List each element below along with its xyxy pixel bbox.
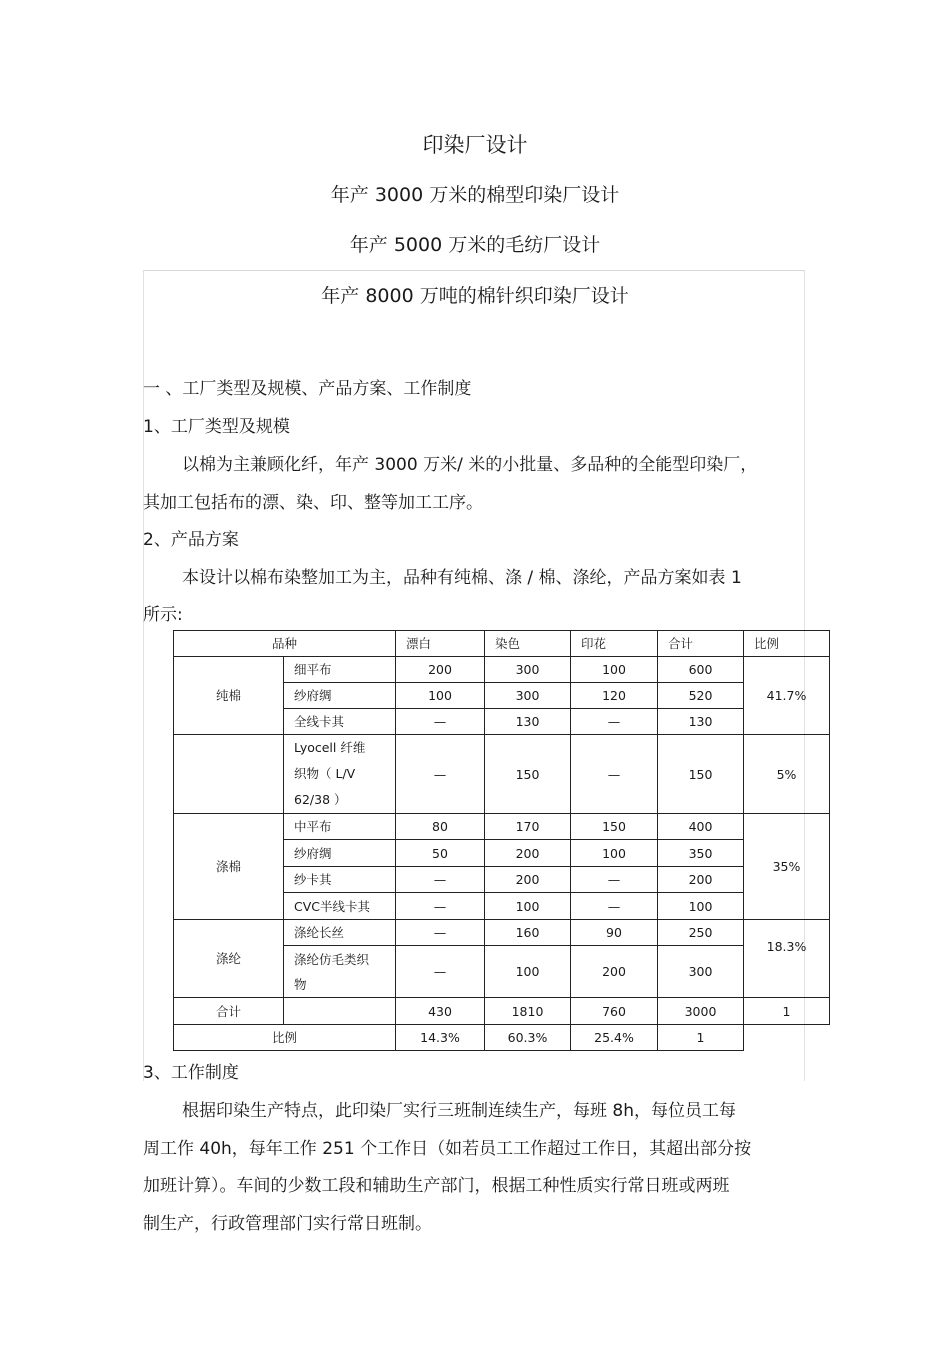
group-name: 涤纶 [174, 920, 284, 998]
ratio-bleach: 14.3% [396, 1025, 485, 1051]
ratio-empty [744, 1025, 830, 1051]
cell-bleach: — [396, 946, 485, 998]
item-name: 纱府绸 [284, 683, 396, 709]
cell-total: 600 [658, 657, 744, 683]
paragraph-line: 制生产，行政管理部门实行常日班制。 [143, 1214, 432, 1234]
cell-total: 130 [658, 709, 744, 735]
cell-dye: 300 [485, 683, 571, 709]
ratio-print: 25.4% [571, 1025, 658, 1051]
cell-total: 150 [658, 735, 744, 814]
subsection-3-heading: 3、工作制度 [143, 1063, 239, 1083]
cell-bleach: 200 [396, 657, 485, 683]
subsection-1-heading: 1、工厂类型及规模 [143, 417, 290, 437]
table-row [174, 735, 830, 814]
cell-dye: 170 [485, 814, 571, 840]
cell-total: 350 [658, 840, 744, 867]
item-name-line: Lyocell 纤维 [294, 740, 366, 755]
table-row [174, 814, 830, 840]
cell-print: — [571, 867, 658, 893]
product-plan-table [173, 630, 830, 1051]
cell-dye: 200 [485, 840, 571, 867]
paragraph-line: 加班计算）。车间的少数工段和辅助生产部门，根据工种性质实行常日班或两班 [143, 1176, 730, 1196]
item-name-line: 62/38 ） [294, 792, 347, 807]
cell-bleach: 50 [396, 840, 485, 867]
subtitle-wool-spinning: 年产 5000 万米的毛纺厂设计 [349, 234, 601, 256]
item-name-line: 织物（ L/V [294, 766, 356, 781]
cell-print: 100 [571, 657, 658, 683]
subtitle-knit-dyeing: 年产 8000 万吨的棉针织印染厂设计 [321, 285, 629, 307]
table-header-row [174, 631, 830, 657]
cell-print: 90 [571, 920, 658, 946]
cell-bleach: — [396, 709, 485, 735]
cell-dye: 130 [485, 709, 571, 735]
total-label: 合计 [174, 998, 284, 1025]
cell-print: 100 [571, 840, 658, 867]
header-dye: 染色 [485, 631, 571, 657]
ratio-total: 1 [658, 1025, 744, 1051]
table-row [174, 920, 830, 946]
ratio-label: 比例 [174, 1025, 396, 1051]
item-name: 纱府绸 [284, 840, 396, 867]
cell-dye: 100 [485, 946, 571, 998]
header-ratio: 比例 [744, 631, 830, 657]
cell-dye: 150 [485, 735, 571, 814]
item-name: 纱卡其 [284, 867, 396, 893]
paragraph-line: 根据印染生产特点，此印染厂实行三班制连续生产，每班 8h，每位员工每 [182, 1101, 736, 1121]
cell-total: 200 [658, 867, 744, 893]
total-print: 760 [571, 998, 658, 1025]
item-name: 细平布 [284, 657, 396, 683]
cell-total: 300 [658, 946, 744, 998]
cell-bleach: — [396, 920, 485, 946]
cell-print: — [571, 893, 658, 920]
cell-total: 250 [658, 920, 744, 946]
item-name: 全线卡其 [284, 709, 396, 735]
paragraph-line: 周工作 40h，每年工作 251 个工作日（如若员工工作超过工作日，其超出部分按 [143, 1139, 752, 1159]
cell-bleach: — [396, 867, 485, 893]
item-name-line: 涤纶仿毛类织 [294, 951, 370, 967]
cell-dye: 200 [485, 867, 571, 893]
paragraph-line: 其加工包括布的漂、染、印、整等加工工序。 [143, 493, 483, 513]
cell-dye: 100 [485, 893, 571, 920]
cell-print: 200 [571, 946, 658, 998]
cell-bleach: 100 [396, 683, 485, 709]
header-print: 印花 [571, 631, 658, 657]
group-name: 纯棉 [174, 657, 284, 735]
cell-total: 400 [658, 814, 744, 840]
document-title: 印染厂设计 [422, 133, 528, 157]
cell-dye: 160 [485, 920, 571, 946]
section-heading: 一 、工厂类型及规模、产品方案、工作制度 [143, 379, 472, 399]
group-name: 涤棉 [174, 814, 284, 920]
group-ratio: 5% [744, 735, 830, 814]
item-name [284, 946, 396, 998]
cell-print: — [571, 709, 658, 735]
cell-total: 100 [658, 893, 744, 920]
item-name: CVC半线卡其 [284, 893, 396, 920]
group-name [174, 735, 284, 814]
total-dye: 1810 [485, 998, 571, 1025]
table-row [174, 657, 830, 683]
item-name-line: 物 [294, 976, 307, 992]
ratio-row [174, 1025, 830, 1051]
subtitle-cotton-dyeing: 年产 3000 万米的棉型印染厂设计 [330, 184, 620, 206]
total-total: 3000 [658, 998, 744, 1025]
item-name [284, 735, 396, 814]
total-empty [284, 998, 396, 1025]
subsection-2-heading: 2、产品方案 [143, 530, 239, 550]
header-total: 合计 [658, 631, 744, 657]
group-ratio: 18.3% [744, 920, 830, 998]
cell-dye: 300 [485, 657, 571, 683]
total-ratio: 1 [744, 998, 830, 1025]
paragraph-line: 所示: [143, 605, 183, 625]
paragraph-line: 以棉为主兼顾化纤，年产 3000 万米/ 米的小批量、多品种的全能型印染厂， [182, 455, 758, 475]
cell-bleach: — [396, 893, 485, 920]
cell-print: — [571, 735, 658, 814]
paragraph-line: 本设计以棉布染整加工为主，品种有纯棉、涤 / 棉、涤纶，产品方案如表 1 [182, 568, 742, 588]
item-name: 涤纶长丝 [284, 920, 396, 946]
total-row [174, 998, 830, 1025]
total-bleach: 430 [396, 998, 485, 1025]
cell-print: 120 [571, 683, 658, 709]
group-ratio: 35% [744, 814, 830, 920]
header-variety: 品种 [174, 631, 396, 657]
ratio-dye: 60.3% [485, 1025, 571, 1051]
header-bleach: 漂白 [396, 631, 485, 657]
item-name: 中平布 [284, 814, 396, 840]
cell-bleach: — [396, 735, 485, 814]
cell-print: 150 [571, 814, 658, 840]
cell-total: 520 [658, 683, 744, 709]
group-ratio: 41.7% [744, 657, 830, 735]
cell-bleach: 80 [396, 814, 485, 840]
